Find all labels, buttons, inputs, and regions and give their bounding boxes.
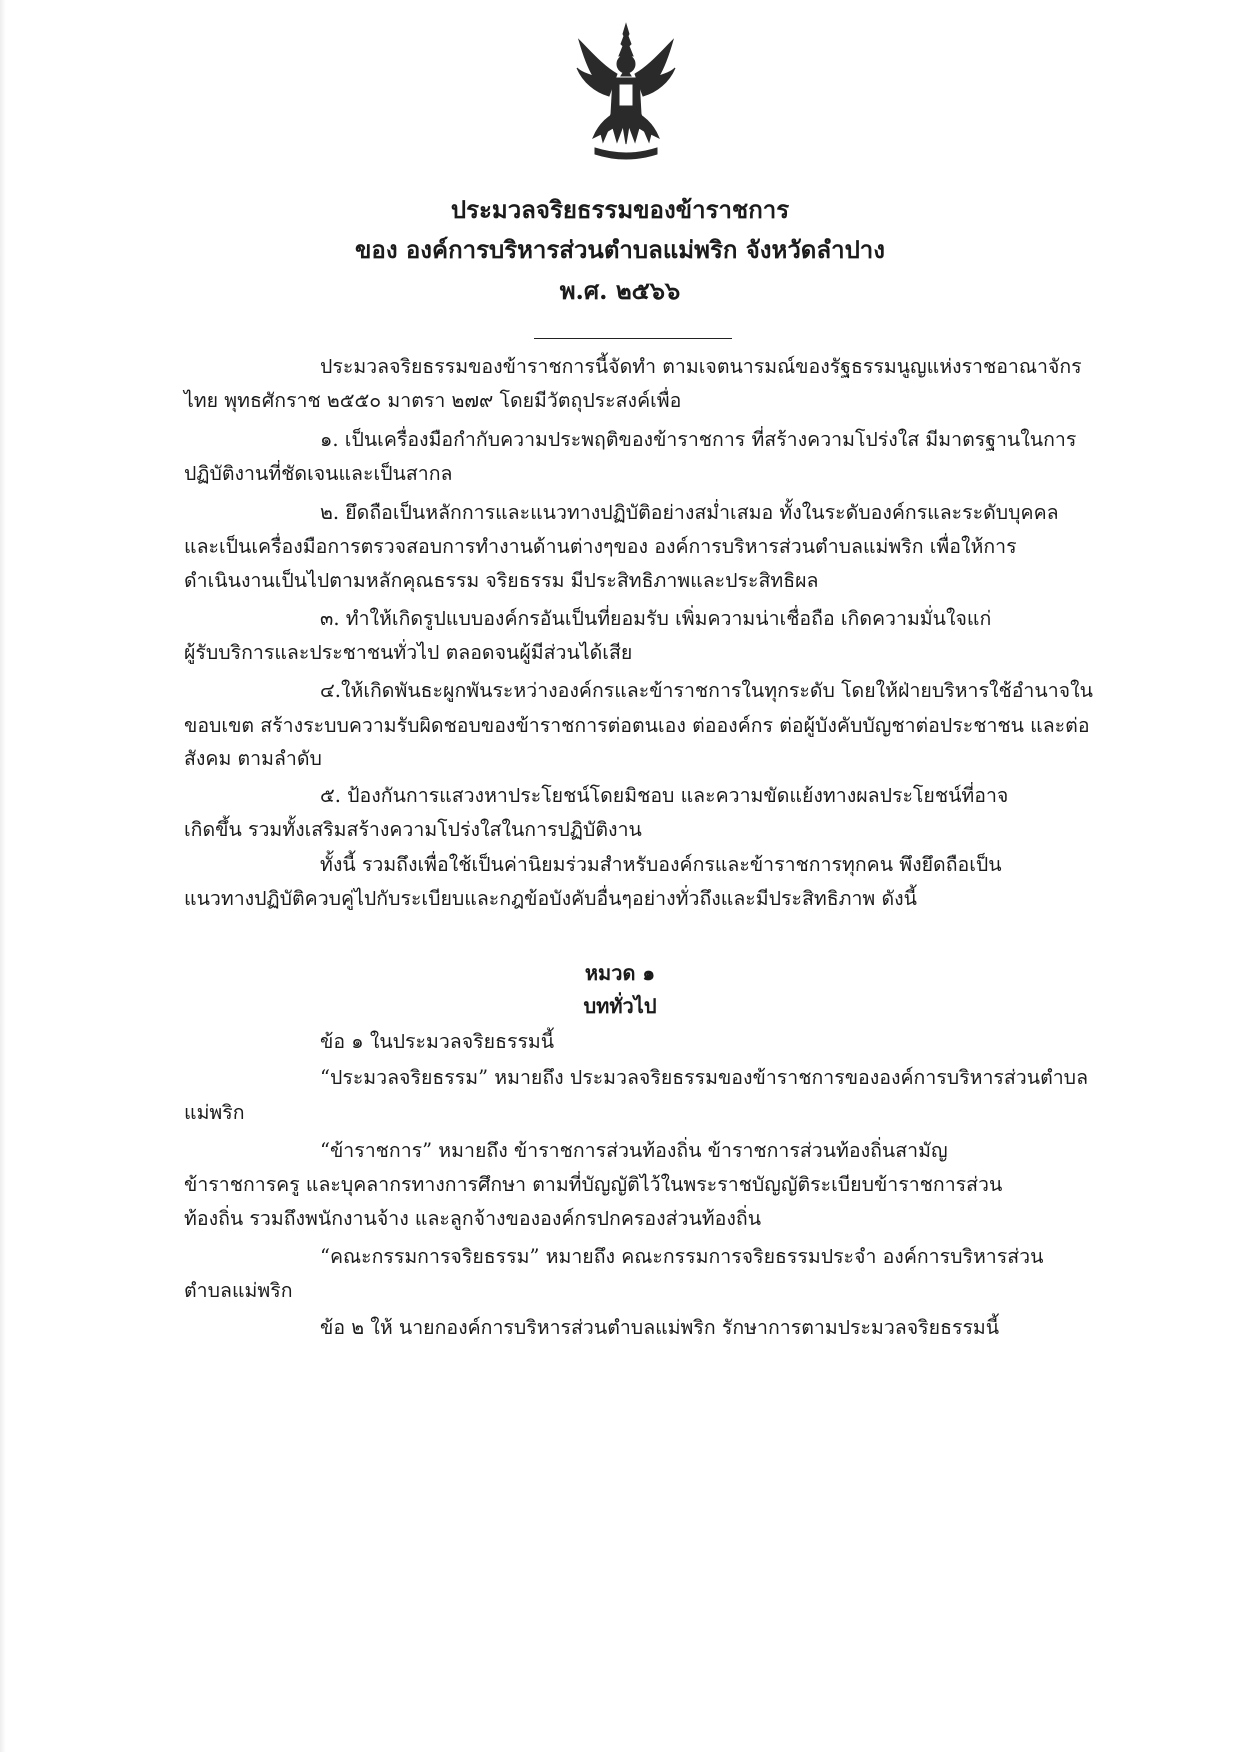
chapter-title: บททั่วไป: [583, 994, 657, 1018]
objective-item-4: ๔.ให้เกิดพันธะผูกพันระหว่างองค์กรและข้าราชการในทุกระดับ โดยให้ฝ่ายบริหารใช้อำนาจใน: [320, 679, 1093, 702]
clause-2: ข้อ ๒ ให้ นายกองค์การบริหารส่วนตำบลแม่พริก รักษาการตามประมวลจริยธรรมนี้: [320, 1316, 1000, 1339]
definition-line: ตำบลแม่พริก: [184, 1279, 293, 1302]
objective-item-2: ๒. ยึดถือเป็นหลักการและแนวทางปฏิบัติอย่างสม่ำเสมอ ทั้งในระดับองค์กรและระดับบุคคล: [320, 501, 1059, 524]
preamble-line: ผู้รับบริการและประชาชนทั่วไป ตลอดจนผู้มีส่วนได้เสีย: [184, 641, 633, 664]
definition-line: “ประมวลจริยธรรม” หมายถึง ประมวลจริยธรรมของข้าราชการขององค์การบริหารส่วนตำบล: [320, 1066, 1089, 1089]
objective-item-5: ๕. ป้องกันการแสวงหาประโยชน์โดยมิชอบ และความขัดแย้งทางผลประโยชน์ที่อาจ: [320, 784, 1009, 807]
preamble-line: ปฏิบัติงานที่ชัดเจนและเป็นสากล: [184, 462, 453, 485]
document-year: พ.ศ. ๒๕๖๖: [559, 276, 681, 305]
preamble-line: ขอบเขต สร้างระบบความรับผิดชอบของข้าราชการต่อตนเอง ต่อองค์กร ต่อผู้บังคับบัญชาต่อประชาชน และต่อ: [184, 714, 1090, 737]
document-subtitle: ของ องค์การบริหารส่วนตำบลแม่พริก จังหวัดลำปาง: [355, 235, 885, 264]
objective-item-1: ๑. เป็นเครื่องมือกำกับความประพฤติของข้าราชการ ที่สร้างความโปร่งใส มีมาตรฐานในการ: [320, 428, 1077, 451]
definition-line: “ข้าราชการ” หมายถึง ข้าราชการส่วนท้องถิ่น ข้าราชการส่วนท้องถิ่นสามัญ: [320, 1139, 948, 1162]
preamble-line: ไทย พุทธศักราช ๒๕๕๐ มาตรา ๒๗๙ โดยมีวัตถุประสงค์เพื่อ: [184, 389, 682, 412]
chapter-number: หมวด ๑: [584, 961, 656, 985]
title-divider: [534, 338, 732, 339]
definition-line: ท้องถิ่น รวมถึงพนักงานจ้าง และลูกจ้างขององค์กรปกครองส่วนท้องถิ่น: [184, 1207, 762, 1230]
preamble-line: สังคม ตามลำดับ: [184, 747, 322, 770]
preamble-line: เกิดขึ้น รวมทั้งเสริมสร้างความโปร่งใสในการปฏิบัติงาน: [184, 818, 642, 841]
preamble-line: แนวทางปฏิบัติควบคู่ไปกับระเบียบและกฎข้อบังคับอื่นๆอย่างทั่วถึงและมีประสิทธิภาพ ดังนี้: [184, 887, 917, 910]
document-title: ประมวลจริยธรรมของข้าราชการ: [450, 195, 790, 224]
garuda-emblem-icon: [573, 22, 679, 162]
preamble-line: ประมวลจริยธรรมของข้าราชการนี้จัดทำ ตามเจตนารมณ์ของรัฐธรรมนูญแห่งราชอาณาจักร: [320, 355, 1082, 378]
definition-line: “คณะกรรมการจริยธรรม” หมายถึง คณะกรรมการจริยธรรมประจำ องค์การบริหารส่วน: [320, 1245, 1044, 1268]
preamble-line: และเป็นเครื่องมือการตรวจสอบการทำงานด้านต่างๆของ องค์การบริหารส่วนตำบลแม่พริก เพื่อให้การ: [184, 535, 1017, 558]
preamble-closing: ทั้งนี้ รวมถึงเพื่อใช้เป็นค่านิยมร่วมสำหรับองค์กรและข้าราชการทุกคน พึงยึดถือเป็น: [320, 853, 1002, 876]
objective-item-3: ๓. ทำให้เกิดรูปแบบองค์กรอันเป็นที่ยอมรับ เพิ่มความน่าเชื่อถือ เกิดความมั่นใจแก่: [320, 607, 992, 630]
definition-line: แม่พริก: [184, 1101, 245, 1124]
clause-1: ข้อ ๑ ในประมวลจริยธรรมนี้: [320, 1030, 555, 1053]
preamble-line: ดำเนินงานเป็นไปตามหลักคุณธรรม จริยธรรม มีประสิทธิภาพและประสิทธิผล: [184, 569, 819, 592]
definition-line: ข้าราชการครู และบุคลากรทางการศึกษา ตามที่บัญญัติไว้ในพระราชบัญญัติระเบียบข้าราชการส่วน: [184, 1173, 1003, 1196]
